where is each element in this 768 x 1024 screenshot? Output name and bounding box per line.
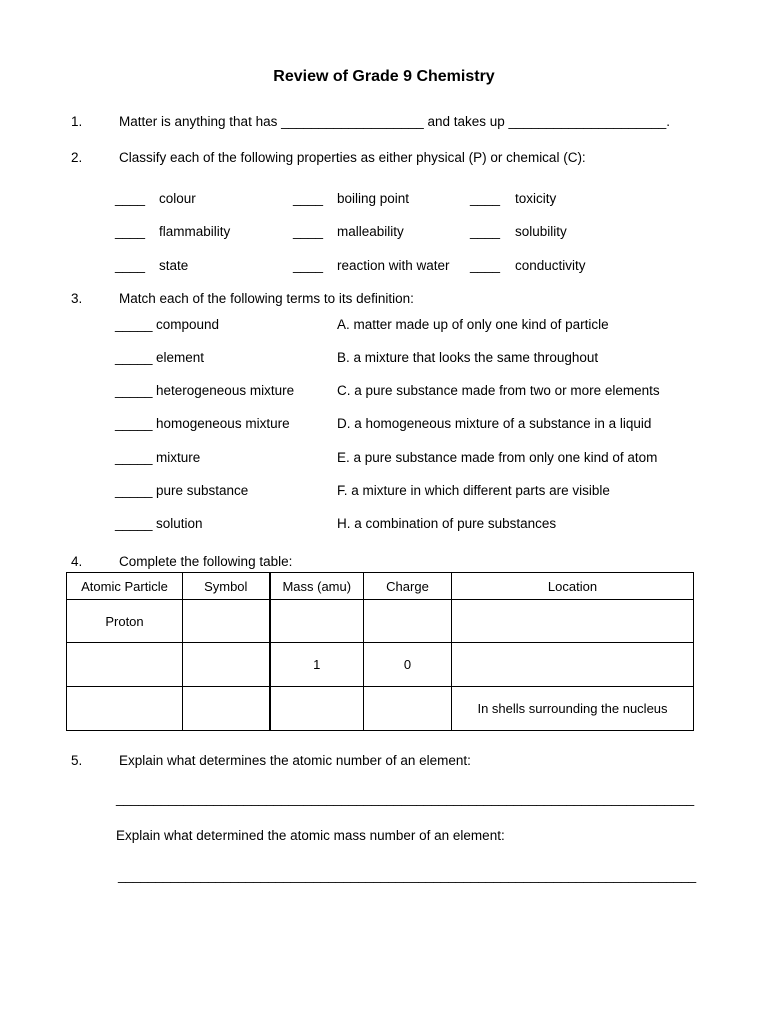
table-cell [67, 643, 183, 687]
q3-term: solution [156, 516, 203, 531]
q3-definition: A. matter made up of only one kind of particle [337, 317, 609, 332]
table-cell [183, 600, 270, 643]
q2-blank: ____ [293, 191, 324, 206]
q2-property: malleability [337, 224, 404, 239]
q3-blank: _____ [115, 450, 153, 465]
table-row [67, 687, 694, 731]
q2-blank: ____ [115, 224, 146, 239]
q5-number: 5. [71, 753, 83, 768]
q3-term: compound [156, 317, 220, 332]
q2-blank: ____ [115, 191, 146, 206]
q3-blank: _____ [115, 317, 153, 332]
q3-blank: _____ [115, 483, 153, 498]
table-cell [183, 687, 270, 731]
q3-definition: E. a pure substance made from only one kind of atom [337, 450, 658, 465]
table-cell [364, 687, 452, 731]
table-row [67, 600, 694, 643]
page-title: Review of Grade 9 Chemistry [273, 68, 495, 85]
q2-property: solubility [515, 224, 567, 239]
q3-definition: B. a mixture that looks the same throughout [337, 350, 599, 365]
q2-blank: ____ [470, 258, 501, 273]
table-cell [270, 600, 364, 643]
q1-number: 1. [71, 114, 83, 129]
q3-definition: H. a combination of pure substances [337, 516, 557, 531]
q2-blank: ____ [293, 224, 324, 239]
q2-property: boiling point [337, 191, 410, 206]
table-cell [270, 687, 364, 731]
q3-term: element [156, 350, 205, 365]
q5-answer-line: _____________________________________________________________________________ [116, 791, 695, 806]
q3-blank: _____ [115, 416, 153, 431]
q3-definition: C. a pure substance made from two or more elements [337, 383, 660, 398]
table-header-cell: Atomic Particle [67, 573, 183, 600]
q3-definition: F. a mixture in which different parts are visible [337, 483, 610, 498]
q3-text: Match each of the following terms to its definition: [119, 291, 414, 306]
q2-blank: ____ [470, 191, 501, 206]
q5-text-2: Explain what determined the atomic mass number of an element: [116, 828, 505, 843]
q1-text: Matter is anything that has ___________________ and takes up _____________________. [119, 114, 670, 129]
q2-property: conductivity [515, 258, 586, 273]
q3-term: pure substance [156, 483, 249, 498]
q4-number: 4. [71, 554, 83, 569]
q2-property: reaction with water [337, 258, 450, 273]
table-row [67, 643, 694, 687]
q3-blank: _____ [115, 516, 153, 531]
q2-blank: ____ [293, 258, 324, 273]
table-cell [183, 643, 270, 687]
table-cell: 0 [364, 643, 452, 687]
table-header-cell: Mass (amu) [270, 573, 364, 600]
table-cell: In shells surrounding the nucleus [452, 687, 694, 731]
q3-blank: _____ [115, 350, 153, 365]
q2-number: 2. [71, 150, 83, 165]
q2-blank: ____ [115, 258, 146, 273]
table-cell: 1 [270, 643, 364, 687]
table-header-cell: Symbol [183, 573, 270, 600]
table-header-cell: Location [452, 573, 694, 600]
table-cell [452, 600, 694, 643]
q2-property: flammability [159, 224, 231, 239]
q3-number: 3. [71, 291, 83, 306]
q3-term: homogeneous mixture [156, 416, 290, 431]
table-cell: Proton [67, 600, 183, 643]
table-cell [452, 643, 694, 687]
table-cell [67, 687, 183, 731]
q2-text: Classify each of the following properties as either physical (P) or chemical (C): [119, 150, 586, 165]
q3-term: heterogeneous mixture [156, 383, 295, 398]
q3-blank: _____ [115, 383, 153, 398]
q3-definition: D. a homogeneous mixture of a substance in a liquid [337, 416, 652, 431]
q5-answer-line: _____________________________________________________________________________ [118, 868, 697, 883]
q2-property: toxicity [515, 191, 557, 206]
q2-property: state [159, 258, 189, 273]
q5-text: Explain what determines the atomic number of an element: [119, 753, 471, 768]
q3-term: mixture [156, 450, 201, 465]
table-header-cell: Charge [364, 573, 452, 600]
q4-text: Complete the following table: [119, 554, 293, 569]
atomic-particle-table [66, 572, 694, 731]
q2-blank: ____ [470, 224, 501, 239]
table-cell [364, 600, 452, 643]
table-header-row [67, 573, 694, 600]
q2-property: colour [159, 191, 196, 206]
